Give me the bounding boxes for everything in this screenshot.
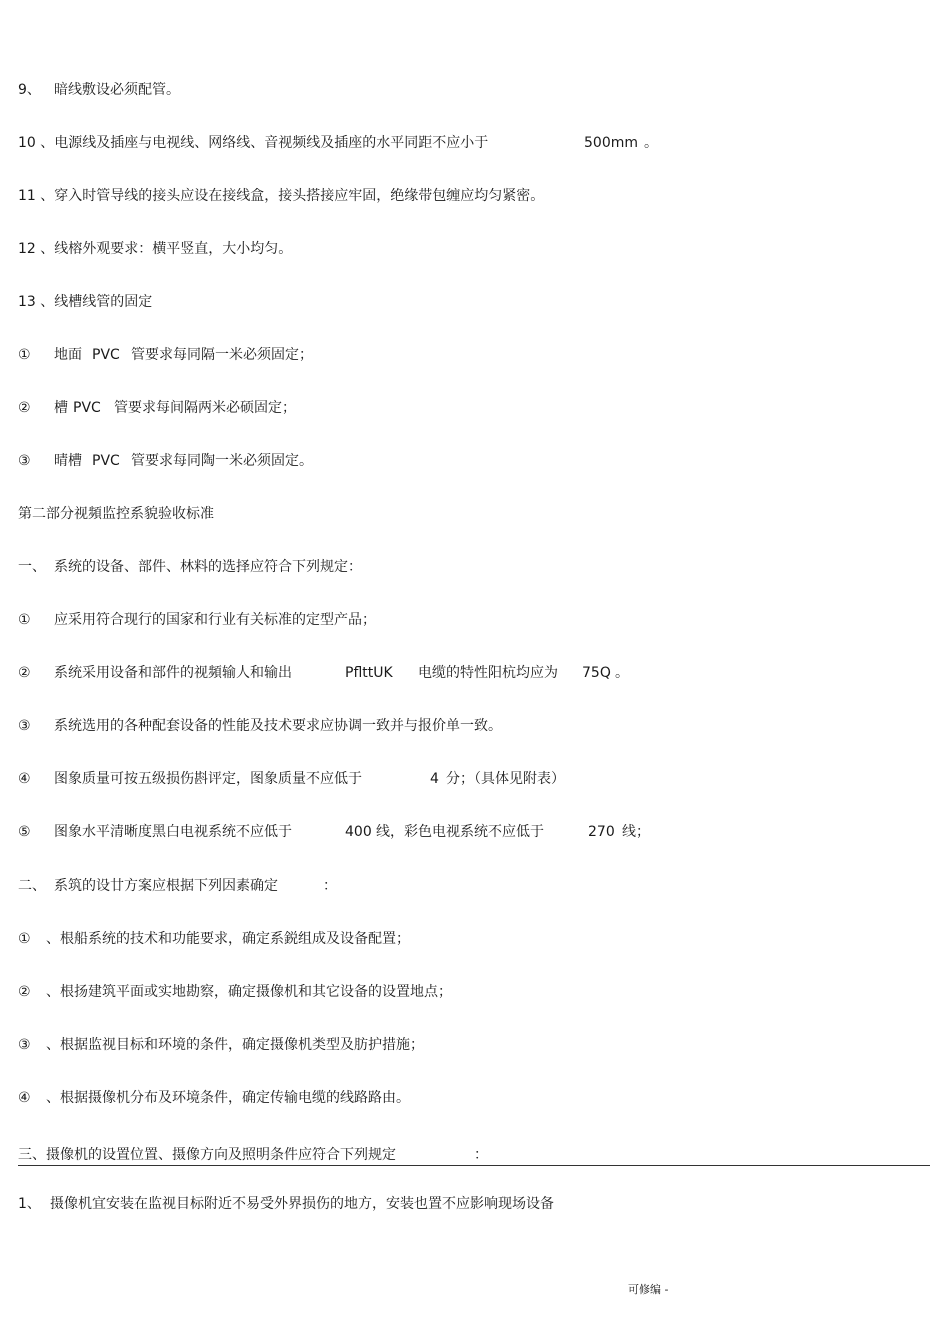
item-text: 11 、穿入时管导线的接头应设在接线盒，接头搭接应牢固，绝缘带包缠应均匀紧密。 [18, 188, 545, 204]
item-value: 270 [588, 824, 615, 840]
item-text: 系筑的设廿方案应根据下列因素确定 [54, 878, 278, 894]
item-value: 75Q [582, 665, 611, 681]
item-text: 地面 [54, 347, 82, 363]
item-text: 图象水平清晰度黑白电视系统不应低于 [54, 824, 292, 840]
item-punct: ： [323, 878, 337, 894]
item-text: 管要求每同陶一米必须固定。 [131, 453, 313, 469]
item-text: 10 、电源线及插座与电视线、网络线、音视频线及插座的水平同距不应小于 [18, 135, 489, 151]
item-term: PVC [92, 347, 120, 363]
item-number: 9、 [18, 82, 41, 98]
section-number: 一、 [18, 559, 46, 575]
item-text: 管要求每同隔一米必须固定； [131, 347, 313, 363]
item-text: 三、摄像机的设置位置、摄像方向及照明条件应符合下列规定 [18, 1147, 396, 1163]
item-text: 、根据监视目标和环境的条件，确定摄像机类型及肪护措施； [46, 1037, 424, 1053]
item-text: 暗线敷设必须配管。 [54, 82, 180, 98]
item-text: 13 、线槽线管的固定 [18, 294, 153, 310]
circled-number: ① [18, 931, 31, 947]
circled-number: ③ [18, 453, 31, 469]
section-divider [18, 1165, 930, 1166]
item-text: 系统的设备、部件、林料的选择应符合下列规定： [54, 559, 362, 575]
item-text: 系统采用设备和部件的视頻输人和输出 [54, 665, 292, 681]
item-text: 、根船系统的技术和功能要求，确定系鋭组成及设备配置； [46, 931, 410, 947]
item-text: 、根据摄像机分布及环境条件，确定传输电缆的线路路由。 [46, 1090, 410, 1106]
item-punct: 。 [644, 135, 658, 151]
item-value: 4 [430, 771, 439, 787]
item-value: 400 [345, 824, 372, 840]
circled-number: ② [18, 984, 31, 1000]
section-number: 二、 [18, 878, 46, 894]
item-text: 系统选用的各种配套设备的性能及技术要求应协调一致并与报价单一致。 [54, 718, 502, 734]
circled-number: ② [18, 665, 31, 681]
item-number: 1、 [18, 1196, 41, 1212]
item-text: 图象质量可按五级损伤斟评定，图象质量不应低于 [54, 771, 362, 787]
circled-number: ③ [18, 1037, 31, 1053]
item-text: 线，彩色电视系统不应低于 [376, 824, 544, 840]
item-text: 12 、线榕外观要求：横平竖直，大小均匀。 [18, 241, 293, 257]
item-punct: 。 [615, 665, 629, 681]
item-term: PVC [92, 453, 120, 469]
item-text: 分；（具体见附表） [446, 771, 565, 787]
part-heading: 第二部分视頻监控系貌验收标准 [18, 506, 214, 522]
circled-number: ⑤ [18, 824, 31, 840]
item-term: PflttUK [345, 665, 393, 681]
item-text: 线； [622, 824, 650, 840]
item-text: 应采用符合现行的国家和行业有关标准的定型产品； [54, 612, 376, 628]
item-text: 管要求每间隔两米必硕固定； [114, 400, 296, 416]
item-text: 、根扬建筑平面或实地勘察，确定摄像机和其它设备的设置地点； [46, 984, 452, 1000]
circled-number: ① [18, 612, 31, 628]
item-text: 槽 [54, 400, 68, 416]
circled-number: ③ [18, 718, 31, 734]
circled-number: ④ [18, 1090, 31, 1106]
item-term: PVC [73, 400, 101, 416]
circled-number: ① [18, 347, 31, 363]
page-footer: 可修编 - [628, 1283, 669, 1296]
item-text: 摄像机宜安装在监视目标附近不易受外界损伤的地方，安装也置不应影响现场设备 [50, 1196, 554, 1212]
circled-number: ④ [18, 771, 31, 787]
item-punct: ： [474, 1147, 488, 1163]
circled-number: ② [18, 400, 31, 416]
item-text: 晴槽 [54, 453, 82, 469]
item-text: 电缆的特性阳杭均应为 [418, 665, 558, 681]
item-value: 500mm [584, 135, 638, 151]
